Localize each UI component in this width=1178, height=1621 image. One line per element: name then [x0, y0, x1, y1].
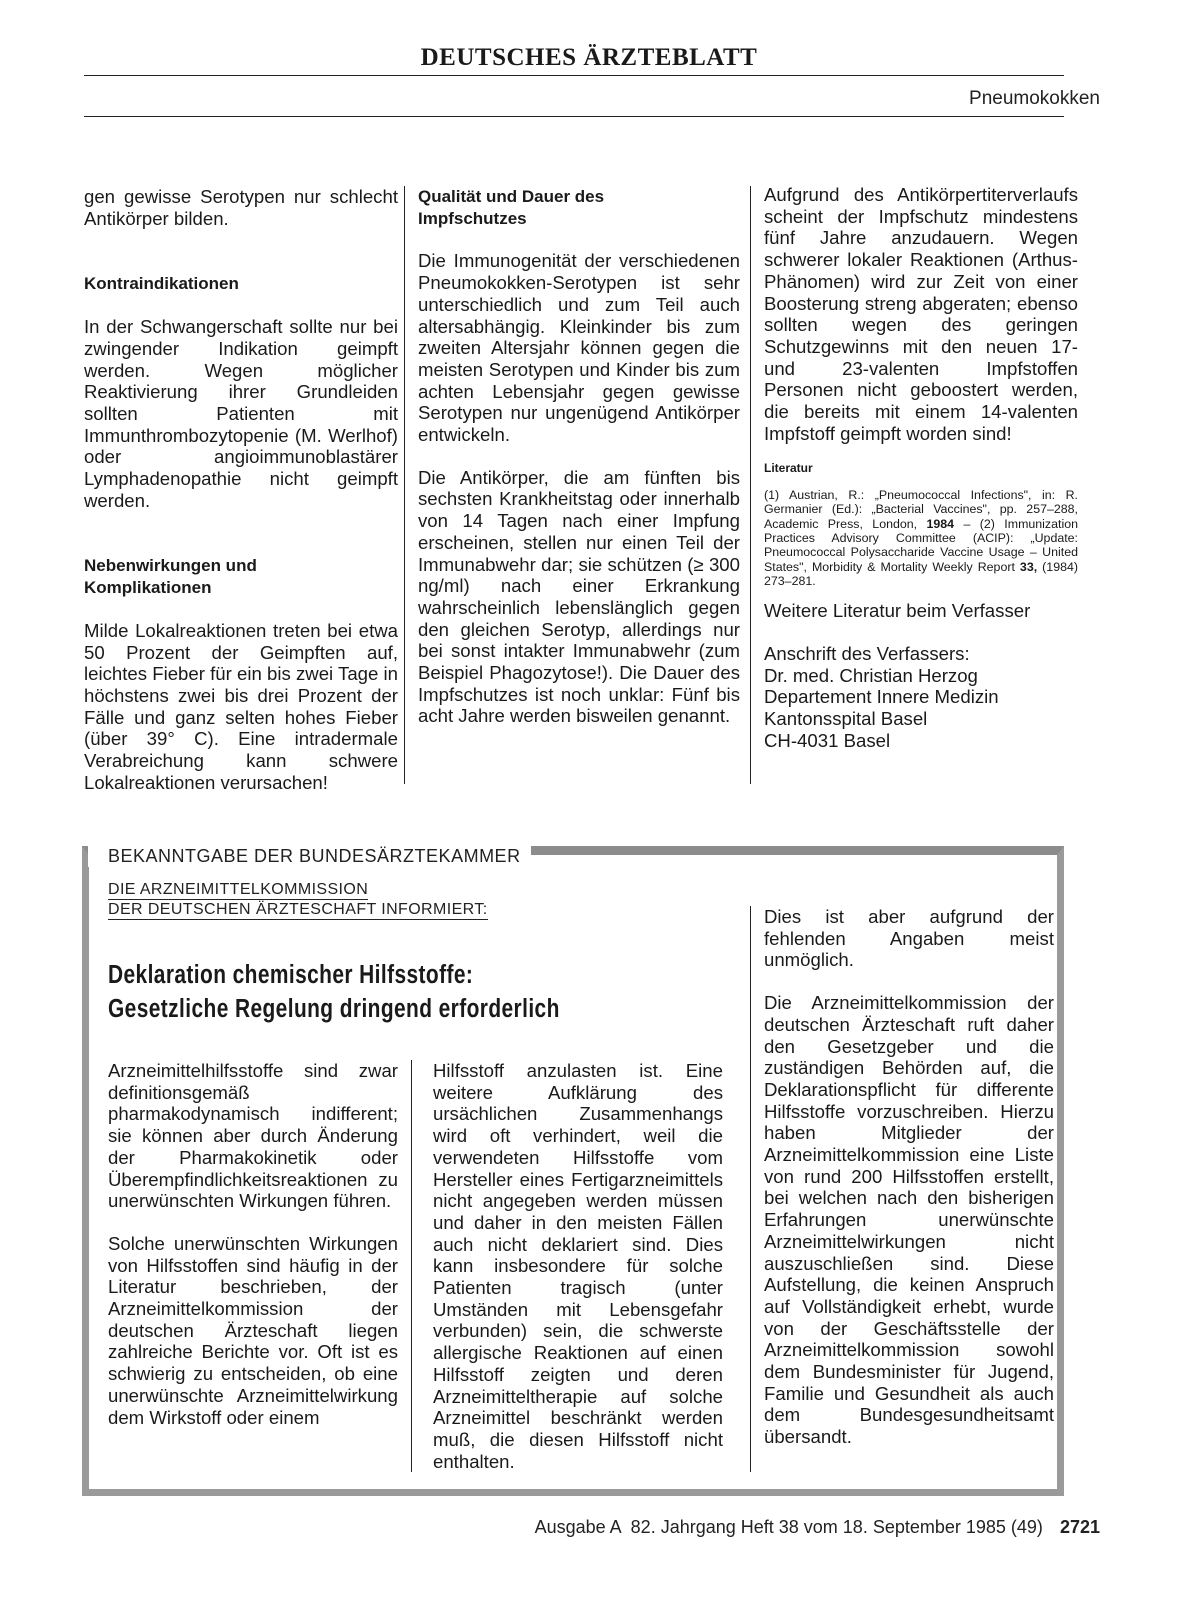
masthead-rule	[84, 75, 1064, 76]
paragraph: Solche unerwünschten Wirkungen von Hilfsstoffen sind häufig in der Literatur beschrieben, der Arzneimittelkommission der deutschen Ärzteschaft liegen zahlreiche Berichte vor. Oft ist es schwierig zu entscheiden, ob eine unerwünschte Arzneimittelwirkung dem Wirkstoff oder einem	[108, 1232, 398, 1428]
address-line: Dr. med. Christian Herzog	[764, 664, 978, 686]
address-line: CH-4031 Basel	[764, 729, 891, 751]
reference-1: (1) Austrian, R.: „Pneumococcal Infections", in: R. Germanier (Ed.): „Bacterial Vaccines", pp. 257–288, Academic Press, London,	[764, 488, 1078, 531]
address-label: Anschrift des Verfassers:	[764, 642, 970, 664]
headline-line: Gesetzliche Regelung dringend erforderlich	[108, 995, 560, 1023]
paragraph: Milde Lokalreaktionen treten bei etwa 50 Prozent der Geimpften auf, leichtes Fieber für ein bis zwei Tage in höchstens zwei bis drei Prozent der Fälle und ganz selten hohes Fieber (über 39° C). Eine intradermale Verabreichung kann schwere Lokalreaktionen verursachen!	[84, 619, 398, 793]
column-divider	[750, 186, 751, 784]
box-column-2	[433, 1060, 723, 1493]
address-line: Departement Innere Medizin	[764, 686, 999, 708]
paragraph: Die Immunogenität der verschiedenen Pneumokokken-Serotypen ist sehr unterschiedlich und zum Teil auch altersabhängig. Kleinkinder bis zum zweiten Altersjahr können gegen die meisten Serotypen und Kinder bis zum achten Lebensjahr gegen gewisse Serotypen nur ungenügend Antikörper entwickeln.	[418, 250, 740, 446]
reference-2-volume: 33,	[1019, 559, 1038, 574]
kicker	[108, 880, 488, 920]
kicker-line: DIE ARZNEIMITTELKOMMISSION	[108, 881, 369, 898]
reference-2: – (2) Immunization Practices Advisory Committee (ACIP): „Update: Pneumococcal Polysaccharide Vaccine Usage – United States", Morbidity & Mortality Weekly Report	[764, 516, 1078, 574]
article-column-3	[764, 184, 1078, 751]
subheading-side-effects: Nebenwirkungen und Komplikationen	[84, 556, 257, 598]
reference-2-end: (1984) 273–281.	[764, 559, 1078, 588]
subheading-vaccine-protection: Qualität und Dauer des Impfschutzes	[418, 187, 605, 228]
article-headline	[108, 958, 560, 1026]
section-rule	[84, 116, 1064, 117]
paragraph: gen gewisse Serotypen nur schlecht Antikörper bilden.	[84, 186, 398, 229]
paragraph: Arzneimittelhilfsstoffe sind zwar definitionsgemäß pharmakodynamisch indifferent; sie können aber durch Änderung der Pharmakokinetik oder Überempfindlichkeitsreaktionen zu unerwünschten Wirkungen führen.	[108, 1060, 398, 1212]
article-column-2	[418, 186, 740, 748]
article-column-1	[84, 186, 398, 814]
masthead-title: DEUTSCHES ÄRZTEBLATT	[420, 44, 758, 71]
page-footer	[535, 1517, 1100, 1538]
box-column-1	[108, 1060, 398, 1449]
headline-line: Deklaration chemischer Hilfsstoffe:	[108, 961, 474, 989]
column-divider	[411, 1060, 412, 1472]
page-number: 2721	[1059, 1517, 1100, 1537]
column-divider	[750, 906, 751, 1472]
subheading-contraindications: Kontraindikationen	[84, 274, 239, 294]
box-column-3	[764, 906, 1054, 1469]
section-label: Pneumokokken	[969, 88, 1100, 109]
paragraph: Die Antikörper, die am fünften bis sechsten Krankheitstag oder innerhalb von 14 Tagen nach einer Impfung erscheinen, stellen nur einen Teil der Immunabwehr dar; sie schützen (≥ 300 ng/ml) nach einer Erkrankung wahrscheinlich lebenslänglich gegen den gleichen Serotyp, allerdings nur bei sonst intakter Immunabwehr (zum Beispiel Phagozytose!). Die Dauer des Impfschutzes ist noch unklar: Fünf bis acht Jahre werden bisweilen genannt.	[418, 466, 740, 727]
kicker-line: DER DEUTSCHEN ÄRZTESCHAFT INFORMIERT:	[108, 901, 488, 918]
author-address	[764, 643, 1078, 752]
further-literature-note: Weitere Literatur beim Verfasser	[764, 600, 1031, 622]
paragraph: In der Schwangerschaft sollte nur bei zwingender Indikation geimpft werden. Wegen möglicher Reaktivierung ihrer Grundleiden sollten Patienten mit Immunthrombozytopenie (M. Werlhof) oder angioimmunoblastärer Lymphadenopathie nicht geimpft werden.	[84, 316, 398, 511]
reference-1-year: 1984	[926, 516, 955, 531]
paragraph: Dies ist aber aufgrund der fehlenden Angaben meist unmöglich.	[764, 906, 1054, 971]
paragraph: Die Arzneimittelkommission der deutschen Ärzteschaft ruft daher den Gesetzgeber und die zuständigen Behörden auf, die Deklarationspflicht für differente Hilfsstoffe vorzuschreiben. Hierzu haben Mitglieder der Arzneimittelkommission eine Liste von rund 200 Hilfsstoffen erstellt, bei welchen nach den bisherigen Erfahrungen unerwünschte Arzneimittelwirkungen nicht auszuschließen sind. Diese Aufstellung, die keinen Anspruch auf Vollständigkeit erhebt, wurde von der Geschäftsstelle der Arzneimittelkommission sowohl dem Bundesminister für Jugend, Familie und Gesundheit als auch dem Bundesgesundheitsamt übersandt.	[764, 992, 1054, 1448]
paragraph: Aufgrund des Antikörpertiterverlaufs scheint der Impfschutz mindestens fünf Jahre anzudauern. Wegen schwerer lokaler Reaktionen (Arthus-Phänomen) wird zur Zeit von einer Boosterung streng abgeraten; ebenso sollten wegen des geringen Schutzgewinns mit den neuen 17- und 23-valenten Impfstoffen Personen nicht geboostert werden, die bereits mit einem 14-valenten Impfstoff geimpft worden sind!	[764, 184, 1078, 444]
paragraph: Hilfsstoff anzulasten ist. Eine weitere Aufklärung des ursächlichen Zusammenhangs wird oft verhindert, weil die verwendeten Hilfsstoffe vom Hersteller eines Fertigarzneimittels nicht angegeben werden müssen und daher in den meisten Fällen auch nicht deklariert sind. Dies kann insbesondere für solche Patienten tragisch (unter Umständen mit Lebensgefahr verbunden) sein, die schwerste allergische Reaktionen auf einen Hilfsstoff zeigten und deren Arzneimitteltherapie auf solche Arzneimittel beschränkt werden muß, die diesen Hilfsstoff nicht enthalten.	[433, 1060, 723, 1472]
address-line: Kantonsspital Basel	[764, 708, 928, 730]
literature-references	[764, 488, 1078, 588]
announcement-box-label: BEKANNTGABE DER BUNDESÄRZTEKAMMER	[88, 846, 531, 867]
column-divider	[404, 186, 405, 784]
issue-info: Ausgabe A 82. Jahrgang Heft 38 vom 18. September 1985 (49)	[534, 1517, 1043, 1537]
literature-heading: Literatur	[764, 461, 813, 476]
